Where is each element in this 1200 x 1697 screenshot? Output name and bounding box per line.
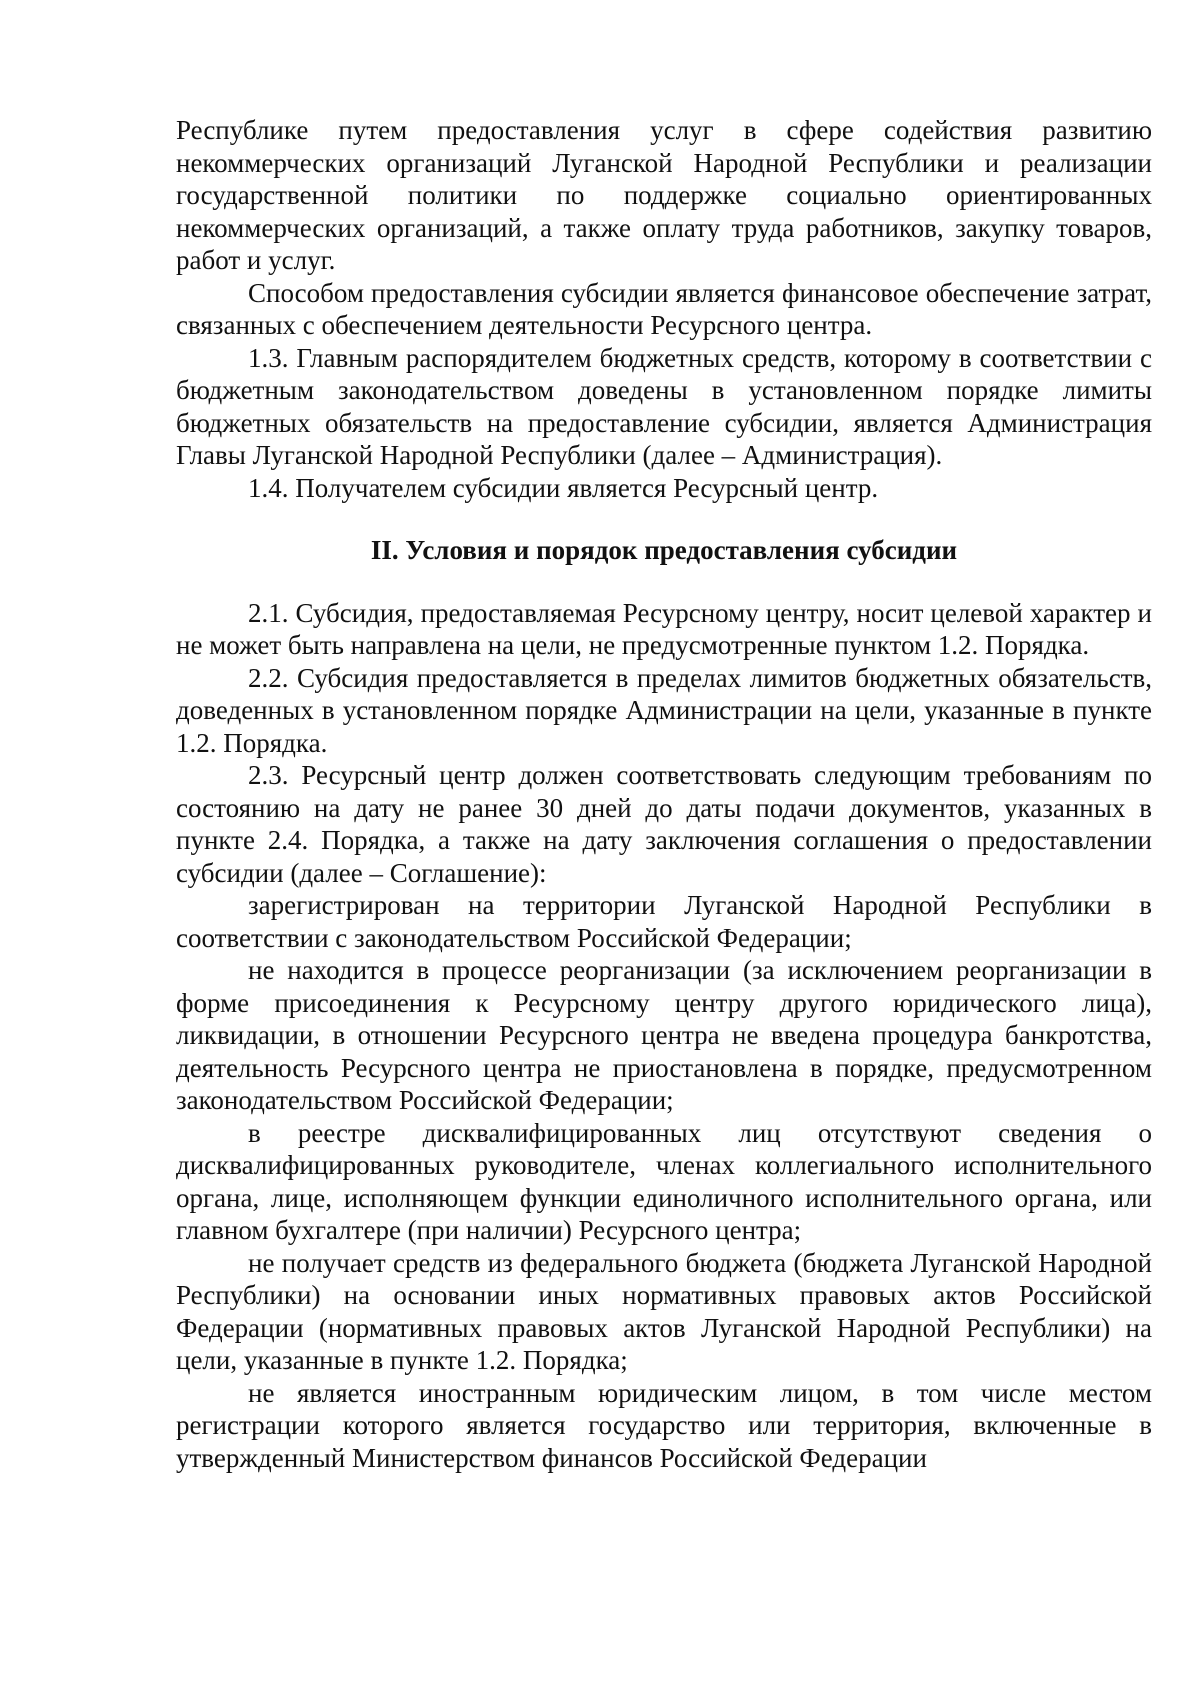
paragraph-continuation: Республике путем предоставления услуг в сфере содействия развитию некоммерческих организаций Луганской Народной Республики и реализации государственной политики по поддержке социально ориентированных некоммерческих организаций, а также оплату труда работников, закупку товаров, работ и услуг. [176,115,1152,275]
paragraph-subsidy-method: Способом предоставления субсидии является финансовое обеспечение затрат, связанных с обеспечением деятельности Ресурсного центра. [176,277,1152,340]
requirement-not-reorganizing: не находится в процессе реорганизации (за исключением реорганизации в форме присоединения к Ресурсному центру другого юридического лица), ликвидации, в отношении Ресурсного центра не введена процедура банкротства, деятельность Ресурсного центра не приостановлена в порядке, предусмотренном законодательством Российской Федерации; [176,955,1152,1115]
paragraph-2-1: 2.1. Субсидия, предоставляемая Ресурсному центру, носит целевой характер и не может быть направлена на цели, не предусмотренные пунктом 1.2. Порядка. [176,597,1152,660]
requirement-not-foreign-entity: не является иностранным юридическим лицом, в том числе местом регистрации которого является государство или территория, включенные в утвержденный Министерством финансов Российской Федерации [176,1377,1152,1473]
paragraph-1-3: 1.3. Главным распорядителем бюджетных средств, которому в соответствии с бюджетным законодательством доведены в установленном порядке лимиты бюджетных обязательств на предоставление субсидии, является Администрация Главы Луганской Народной Республики (далее – Администрация). [176,342,1152,470]
requirement-registered: зарегистрирован на территории Луганской Народной Республики в соответствии с законодательством Российской Федерации; [176,890,1152,953]
paragraph-2-3: 2.3. Ресурсный центр должен соответствовать следующим требованиям по состоянию на дату не ранее 30 дней до даты подачи документов, указанных в пункте 2.4. Порядка, а также на дату заключения соглашения о предоставлении субсидии (далее – Соглашение): [176,760,1152,888]
document-body [176,114,1152,1474]
requirement-no-federal-funds: не получает средств из федерального бюджета (бюджета Луганской Народной Республики) на основании иных нормативных правовых актов Российской Федерации (нормативных правовых актов Луганской Народной Республики) на цели, указанные в пункте 1.2. Порядка; [176,1247,1152,1375]
requirement-disqualified-registry: в реестре дисквалифицированных лиц отсутствуют сведения о дисквалифицированных руководителе, членах коллегиального исполнительного органа, лице, исполняющем функции единоличного исполнительного органа, или главном бухгалтере (при наличии) Ресурсного центра; [176,1117,1152,1245]
section-heading: II. Условия и порядок предоставления субсидии [370,535,958,565]
paragraph-2-2: 2.2. Субсидия предоставляется в пределах лимитов бюджетных обязательств, доведенных в установленном порядке Администрации на цели, указанные в пункте 1.2. Порядка. [176,662,1152,758]
paragraph-1-4: 1.4. Получателем субсидии является Ресурсный центр. [248,472,879,503]
